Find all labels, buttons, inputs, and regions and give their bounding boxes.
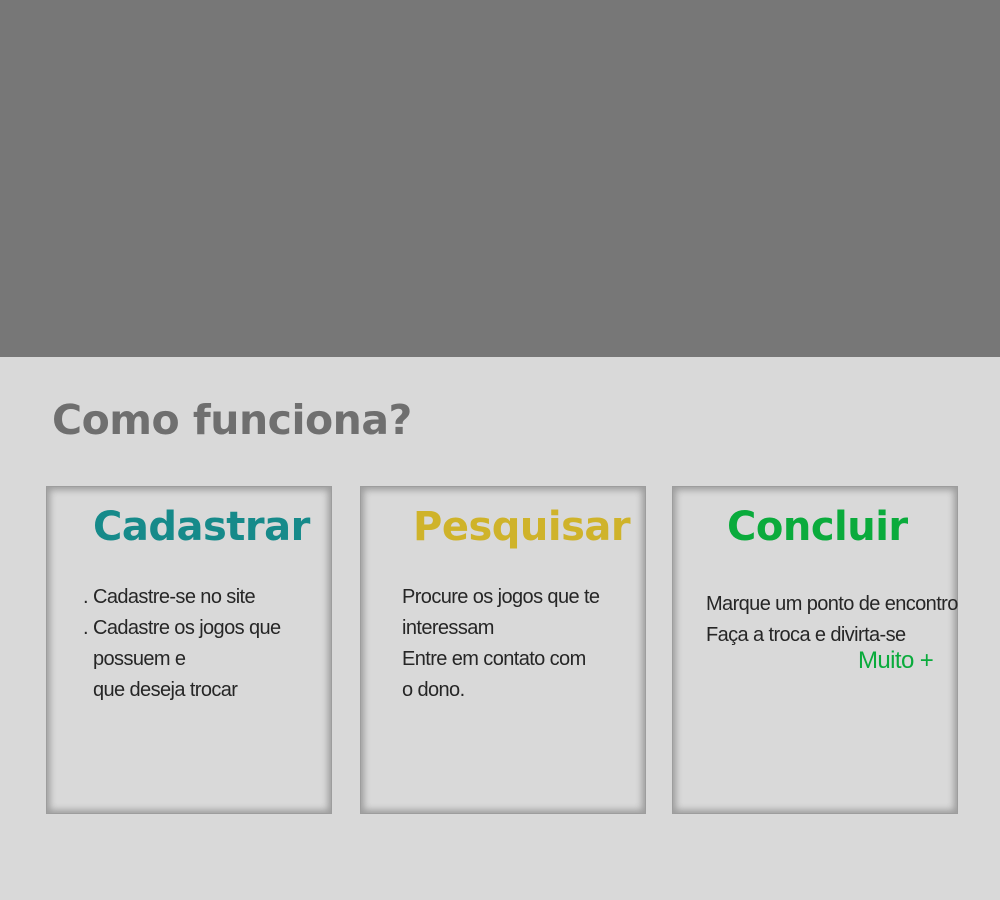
bullet-dot: . bbox=[83, 617, 88, 639]
card-body-concluir bbox=[706, 589, 958, 651]
card-title-pesquisar: Pesquisar bbox=[413, 504, 631, 550]
body-line: o dono. bbox=[402, 679, 465, 701]
bullet-dot bbox=[83, 675, 93, 706]
card-cadastrar bbox=[46, 486, 332, 814]
list-item-text: possuem e bbox=[93, 648, 186, 670]
bullet-dot bbox=[83, 644, 93, 675]
list-item-text: Cadastre os jogos que bbox=[93, 617, 281, 639]
body-line: Procure os jogos que te bbox=[402, 586, 600, 608]
card-pesquisar bbox=[360, 486, 646, 814]
card-title-cadastrar: Cadastrar bbox=[93, 504, 310, 550]
card-title-concluir: Concluir bbox=[727, 504, 908, 550]
list-item bbox=[83, 675, 281, 706]
section-title: Como funciona? bbox=[52, 396, 412, 444]
body-line: Faça a troca e divirta-se bbox=[706, 624, 906, 646]
hero-banner bbox=[0, 0, 1000, 357]
card-body-pesquisar bbox=[402, 582, 599, 706]
card-body-cadastrar bbox=[83, 582, 281, 706]
body-line: Marque um ponto de encontro bbox=[706, 593, 958, 615]
list-item bbox=[83, 582, 281, 613]
more-link[interactable]: Muito + bbox=[858, 647, 934, 674]
list-item bbox=[83, 644, 281, 675]
body-line: interessam bbox=[402, 617, 494, 639]
card-concluir bbox=[672, 486, 958, 814]
bullet-dot: . bbox=[83, 586, 88, 608]
list-item-text: Cadastre-se no site bbox=[93, 586, 256, 608]
body-line: Entre em contato com bbox=[402, 648, 586, 670]
list-item bbox=[83, 613, 281, 644]
list-item-text: que deseja trocar bbox=[93, 679, 238, 701]
